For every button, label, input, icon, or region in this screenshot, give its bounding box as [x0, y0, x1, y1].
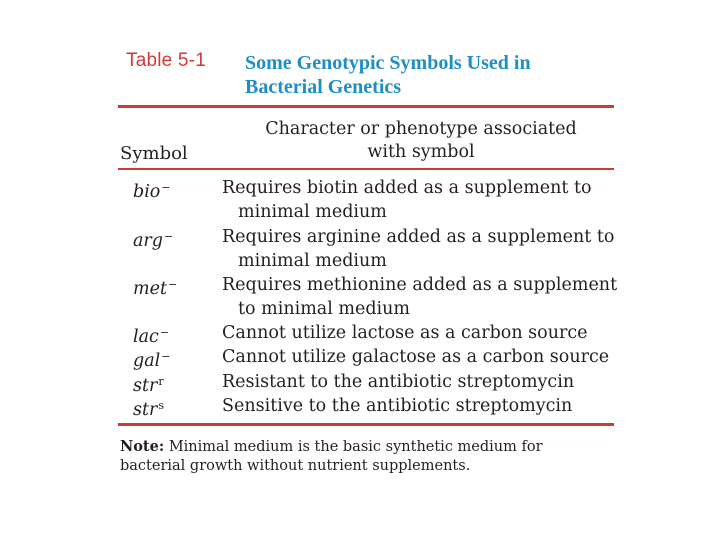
header-rule	[118, 168, 614, 170]
genotype-symbol: arg−	[133, 230, 174, 251]
genotype-symbol: str$^s$	[133, 399, 165, 420]
table-note	[120, 437, 610, 476]
genotype-symbol: bio−	[133, 181, 171, 202]
genotype-symbol: gal−	[133, 350, 171, 371]
genotype-symbol: lac−	[133, 326, 170, 347]
top-rule	[118, 105, 614, 108]
phenotype-description: Requires biotin added as a supplement to minimal medium	[222, 178, 592, 222]
phenotype-description: Requires arginine added as a supplement to minimal medium	[222, 227, 615, 271]
column-header-symbol: Symbol	[120, 143, 188, 164]
column-header-character: Character or phenotype associated with symbol	[265, 119, 577, 162]
table-title-text: Some Genotypic Symbols Used in Bacterial Genetics	[245, 52, 531, 98]
table-title-label: Table 5-1	[126, 50, 206, 71]
note-text: Minimal medium is the basic synthetic medium for bacterial growth without nutrient supplements.	[120, 439, 543, 474]
phenotype-description: Cannot utilize lactose as a carbon source	[222, 323, 588, 343]
note-label: Note:	[120, 438, 165, 455]
phenotype-description: Requires methionine added as a supplement to minimal medium	[222, 275, 618, 319]
genotype-symbol: met−	[133, 278, 178, 299]
genotype-symbol: str$^r$	[133, 375, 164, 396]
bottom-rule	[118, 423, 614, 426]
phenotype-description: Sensitive to the antibiotic streptomycin	[222, 396, 573, 416]
phenotype-description: Cannot utilize galactose as a carbon source	[222, 347, 610, 367]
phenotype-description: Resistant to the antibiotic streptomycin	[222, 372, 575, 392]
